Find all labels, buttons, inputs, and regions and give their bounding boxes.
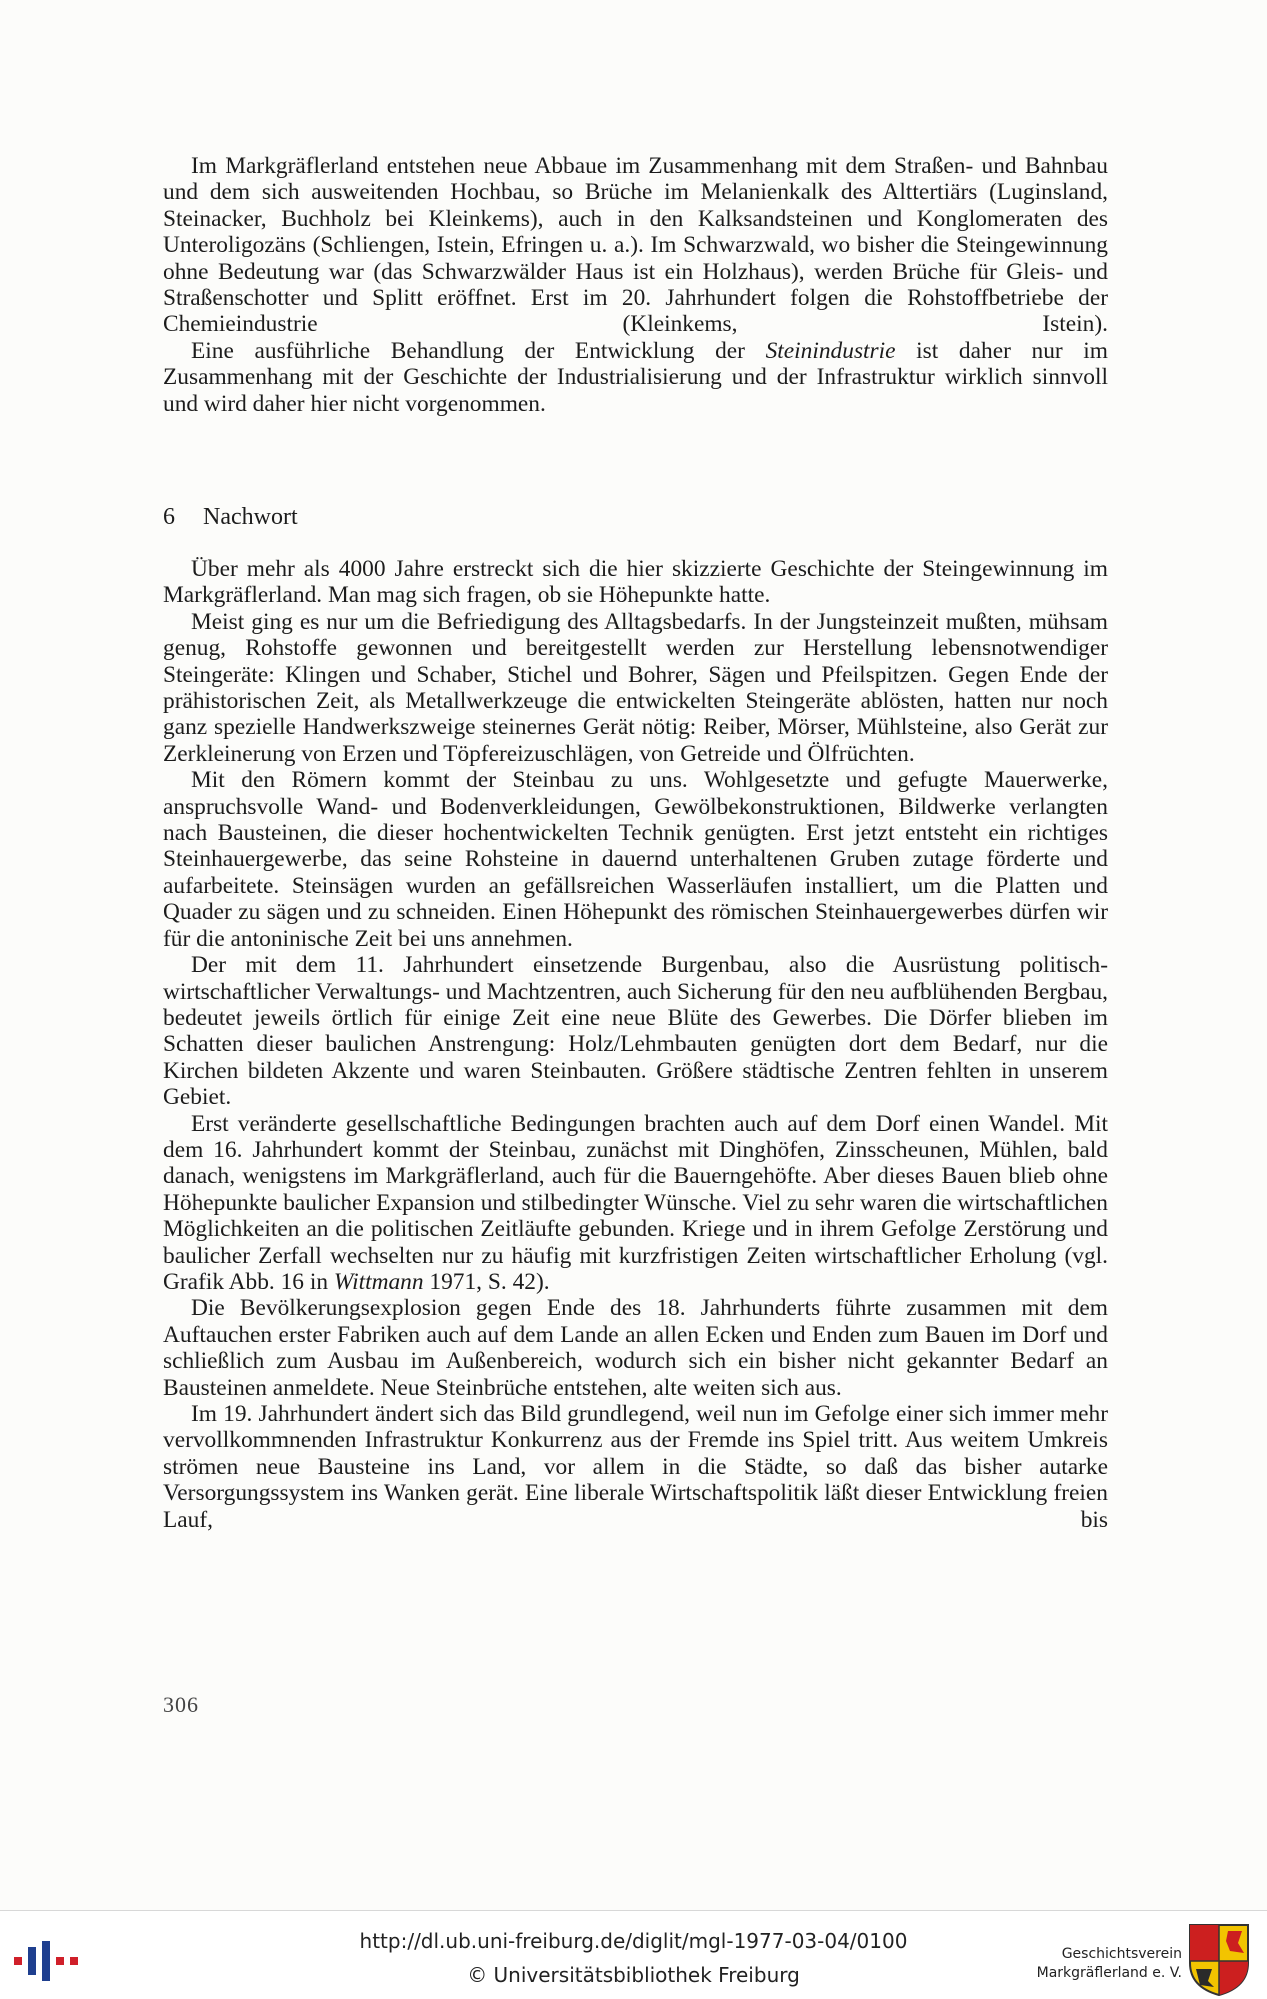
italic-author: Wittmann [333, 1268, 424, 1295]
paragraph: Der mit dem 11. Jahrhundert einsetzende Burgenbau, also die Ausrüstung politisch-wirtschaftlicher Verwaltungs- und Machtzentren, auch Sicherung für den neu aufblühenden Bergbau, bedeutet jeweils örtlich für einige Zeit eine neue Blüte des Gewerbes. Die Dörfer blieben im Schatten dieser baulichen Anstrengung: Holz/Lehmbauten genügten dort dem Bedarf, nur die Kirchen bildeten Akzente und waren Steinbauten. Größere städtische Zentren fehlten in unserem Gebiet. [163, 952, 1108, 1111]
paragraph: Eine ausführliche Behandlung der Entwicklung der Steinindustrie ist daher nur im Zusammenhang mit der Geschichte der Industrialisierung und der Infrastruktur wirklich sinnvoll und wird daher hier nicht vorgenommen. [163, 337, 1109, 417]
intro-text-block [163, 153, 1108, 417]
coat-of-arms-icon[interactable] [1188, 1923, 1250, 1997]
society-name: Geschichtsverein Markgräflerland e. V. [1036, 1946, 1182, 1981]
paragraph: Meist ging es nur um die Befriedigung des Alltagsbedarfs. In der Jungsteinzeit mußten, mühsam genug, Rohstoffe gewonnen und bereitgestellt werden zur Herstellung lebensnotwendiger Steingeräte: Klingen und Schaber, Stichel und Bohrer, Sägen und Pfeilspitzen. Gegen Ende der prähistorischen Zeit, als Metallwerkzeuge die entwickelten Steingeräte ablösten, hatten nur noch ganz spezielle Handwerkszweige steinernes Gerät nötig: Reiber, Mörser, Mühlsteine, also Gerät zur Zerkleinerung von Erzen und Töpfereizuschlägen, von Getreide und Ölfrüchten. [163, 608, 1108, 767]
italic-term: Steinindustrie [765, 337, 896, 364]
page-number: 306 [163, 1692, 199, 1717]
paragraph: Die Bevölkerungsexplosion gegen Ende des 18. Jahrhunderts führte zusammen mit dem Auftauchen erster Fabriken auch auf dem Lande an allen Ecken und Enden zum Bauen im Dorf und schließlich zum Ausbau im Außenbereich, wodurch sich ein bisher nicht gekannter Bedarf an Bausteinen anmeldete. Neue Steinbrüche entstehen, alte weiten sich aus. [163, 1295, 1108, 1401]
paragraph: Über mehr als 4000 Jahre erstreckt sich die hier skizzierte Geschichte der Steingewinnung im Markgräflerland. Man mag sich fragen, ob sie Höhepunkte hatte. [163, 556, 1108, 609]
footer-bar [0, 1910, 1267, 1999]
section-number: 6 [163, 504, 175, 530]
paragraph: Mit den Römern kommt der Steinbau zu uns. Wohlgesetzte und gefugte Mauerwerke, anspruchsvolle Wand- und Bodenverkleidungen, Gewölbekonstruktionen, Bildwerke verlangten nach Bausteinen, die dieser hochentwickelten Technik genügten. Erst jetzt entsteht ein richtiges Steinhauergewerbe, das seine Rohsteine in dauernd unterhaltenen Gruben zutage förderte und aufarbeitete. Steinsägen wurden an gefällsreichen Wasserläufen installiert, um die Platten und Quader zu sägen und zu schneiden. Einen Höhepunkt des römischen Steinhauergewerbes dürfen wir für die antoninische Zeit bei uns annehmen. [163, 767, 1108, 952]
paragraph: Im 19. Jahrhundert ändert sich das Bild grundlegend, weil nun im Gefolge einer sich immer mehr vervollkommnenden Infrastruktur Konkurrenz aus der Fremde ins Spiel tritt. Aus weitem Umkreis strömen neue Bausteine ins Land, vor allem in die Städte, so daß das bisher autarke Versorgungssystem ins Wanken gerät. Eine liberale Wirtschaftspolitik läßt dieser Entwicklung freien Lauf, bis [163, 1401, 1108, 1533]
main-text-block [163, 556, 1108, 1533]
paragraph: Erst veränderte gesellschaftliche Bedingungen brachten auch auf dem Dorf einen Wandel. Mit dem 16. Jahrhundert kommt der Steinbau, zunächst mit Dinghöfen, Zinsscheunen, Mühlen, bald danach, wenigstens im Markgräflerland, auch für die Bauerngehöfte. Aber dieses Bauen blieb ohne Höhepunkte baulicher Expansion und stilbedingter Wünsche. Viel zu sehr waren die wirtschaftlichen Möglichkeiten an die politischen Zeitläufte gebunden. Kriege und in ihrem Gefolge Zerstörung und baulicher Zerfall wechselten nur zu häufig mit kurzfristigen Zeiten wirtschaftlicher Erholung (vgl. Grafik Abb. 16 in Wittmann 1971, S. 42). [163, 1110, 1108, 1295]
copyright-text: © Universitätsbibliothek Freiburg [467, 1963, 800, 1987]
section-heading [163, 503, 298, 531]
section-title: Nachwort [203, 504, 298, 530]
paragraph: Im Markgräflerland entstehen neue Abbaue im Zusammenhang mit dem Straßen- und Bahnbau und dem sich ausweitenden Hochbau, so Brüche im Melanienkalk des Alttertiärs (Luginsland, Steinacker, Buchholz bei Kleinkems), auch in den Kalksandsteinen und Konglomeraten des Unteroligozäns (Schliengen, Istein, Efringen u. a.). Im Schwarzwald, wo bisher die Steingewinnung ohne Bedeutung war (das Schwarzwälder Haus ist ein Holzhaus), werden Brüche für Gleis- und Straßenschotter und Splitt eröffnet. Erst im 20. Jahrhundert folgen die Rohstoffbetriebe der Chemieindustrie (Kleinkems, Istein). [163, 153, 1108, 338]
document-url-link[interactable]: http://dl.ub.uni-freiburg.de/diglit/mgl-1977-03-04/0100 [359, 1929, 908, 1953]
